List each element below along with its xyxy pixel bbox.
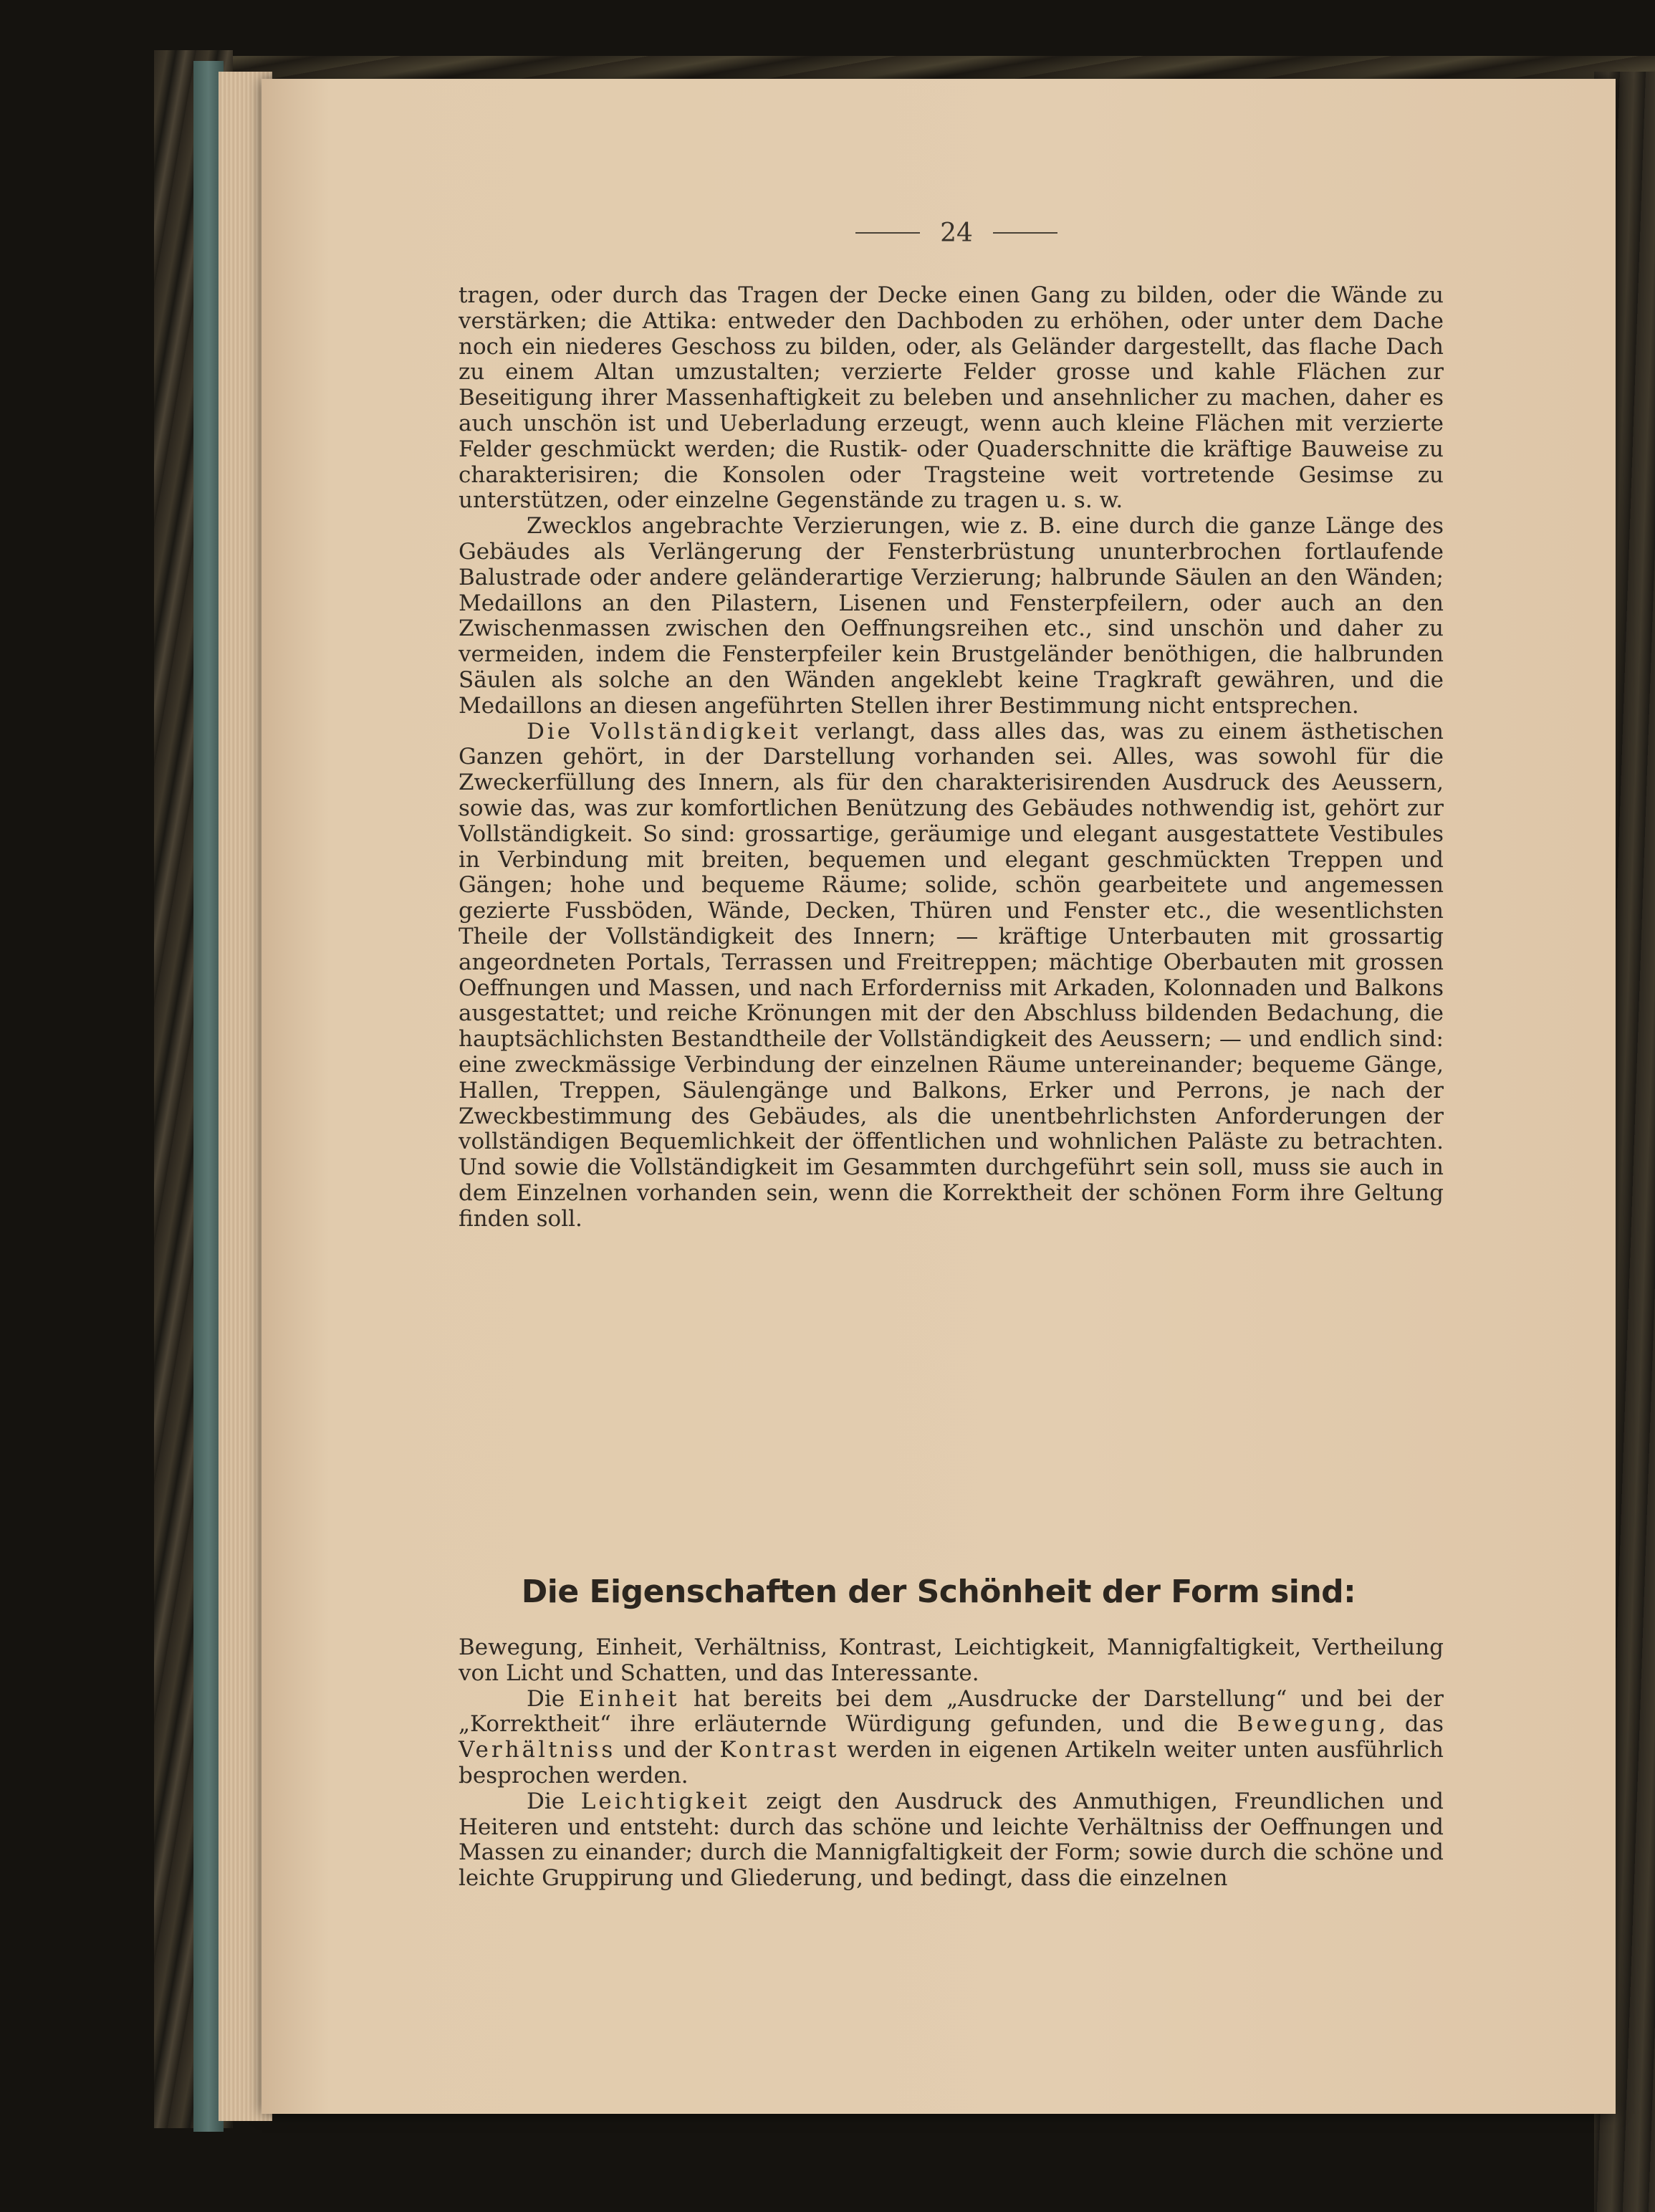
emphasis: Die Vollständigkeit	[527, 718, 801, 744]
emphasis: Kontrast	[719, 1737, 840, 1763]
header-rule-right	[993, 232, 1057, 234]
emphasis: Verhältniss	[459, 1737, 616, 1763]
paragraph: tragen, oder durch das Tragen der Decke einen Gang zu bilden, oder die Wände zu verstärken; die Attika: entweder den Dachboden zu erhöhen, oder unter dem Dache noch ein niederes Geschoss zu bilden, oder, als Geländer dargestellt, das flache Dach zu einem Altan umzustalten; verzierte Felder grosse und kahle Flächen zur Beseitigung ihrer Massenhaftigkeit zu beleben und ansehnlicher zu machen, daher es auch unschön ist und Ueberladung erzeugt, wenn auch kleine Flächen mit verzierte Felder geschmückt werden; die Rustik- oder Quaderschnitte die kräftige Bauweise zu charakterisiren; die Konsolen oder Tragsteine weit vortretende Gesimse zu unterstützen, oder einzelne Gegenstände zu tragen u. s. w.	[459, 282, 1444, 514]
emphasis: Einheit	[578, 1685, 680, 1712]
paragraph	[459, 1687, 1444, 1789]
emphasis: Leichtigkeit	[580, 1788, 750, 1814]
paragraph-text: hat bereits bei dem „Ausdrucke der Darstellung“ und bei der „Korrektheit“ ihre erläuternde Würdigung gefunden, und die	[459, 1685, 1444, 1738]
paragraph-text: zeigt den Ausdruck des Anmuthigen, Freundlichen und Heiteren und entsteht: durch das schöne und leichte Verhältniss der Oeffnungen und Massen zu einander; durch die Mannigfaltigkeit der Form; sowie durch die schöne und leichte Gruppirung und Gliederung, und bedingt, dass die einzelnen	[459, 1788, 1444, 1892]
paragraph-text: , das	[1378, 1711, 1444, 1738]
paragraph-text: verlangt, dass alles das, was zu einem ästhetischen Ganzen gehört, in der Darstellung vorhanden sei. Alles, was sowohl für die Zweckerfüllung des Innern, als für den charakterisirenden Ausdruck des Aeussern, sowie das, was zur komfortlichen Benützung des Gebäudes nothwendig ist, gehört zur Vollständigkeit. So sind: grossartige, geräumige und elegant ausgestattete Vestibules in Verbindung mit breiten, bequemen und elegant geschmückten Treppen und Gängen; hohe und bequeme Räume; solide, schön gearbeitete und angemessen gezierte Fussböden, Wände, Decken, Thüren und Fenster etc., die wesentlichsten Theile der Vollständigkeit des Innern; — kräftige Unterbauten mit grossartig angeordneten Portals, Terrassen und Freitreppen; mächtige Oberbauten mit grossen Oeffnungen und Massen, und nach Erforderniss mit Arkaden, Kolonnaden und Balkons ausgestattet; und reiche Krönungen mit der den Abschluss bildenden Bedachung, die hauptsächlichsten Bestandtheile der Vollständigkeit des Aeussern; — und endlich sind: eine zweckmässige Verbindung der einzelnen Räume untereinander; bequeme Gänge, Hallen, Treppen, Säulengänge und Balkons, Erker und Perrons, je nach der Zweckbestimmung des Gebäudes, als die unentbehrlichsten Anforderungen der vollständigen Bequemlichkeit der öffentlichen und wohnlichen Paläste zu betrachten. Und sowie die Vollständigkeit im Gesammten durchgeführt sein soll, muss sie auch in dem Einzelnen vorhanden sein, wenn die Korrektheit der schönen Form ihre Geltung finden soll.	[459, 718, 1444, 1232]
paragraph-text: Die	[527, 1685, 579, 1712]
emphasis: Bewegung	[1237, 1711, 1379, 1738]
page-header	[838, 215, 1075, 251]
body-text-upper	[459, 283, 1444, 1232]
section-heading: Die Eigenschaften der Schönheit der Form sind:	[521, 1574, 1356, 1610]
header-rule-left	[855, 232, 920, 234]
paragraph	[459, 1789, 1444, 1892]
paragraph	[459, 719, 1444, 1232]
body-text-lower	[459, 1635, 1444, 1892]
paragraph-text: und der	[615, 1737, 720, 1763]
page-number: 24	[940, 218, 973, 248]
paragraph: Bewegung, Einheit, Verhältniss, Kontrast, Leichtigkeit, Mannigfaltigkeit, Vertheilung von Licht und Schatten, und das Interessante.	[459, 1634, 1444, 1686]
paragraph-text: Die	[527, 1788, 581, 1814]
paragraph-text: werden in eigenen Artikeln weiter unten ausführlich besprochen werden.	[459, 1737, 1444, 1789]
paragraph: Zwecklos angebrachte Verzierungen, wie z. B. eine durch die ganze Länge des Gebäudes als Verlängerung der Fensterbrüstung ununterbrochen fortlaufende Balustrade oder andere geländerartige Verzierung; halbrunde Säulen an den Wänden; Medaillons an den Pilastern, Lisenen und Fensterpfeilern, oder auch an den Zwischenmassen zwischen den Oeffnungsreihen etc., sind unschön und daher zu vermeiden, indem die Fensterpfeiler kein Brustgeländer benöthigen, die halbrunden Säulen als solche an den Wänden angeklebt keine Tragkraft gewähren, und die Medaillons an diesen angeführten Stellen ihrer Bestimmung nicht entsprechen.	[459, 513, 1444, 719]
